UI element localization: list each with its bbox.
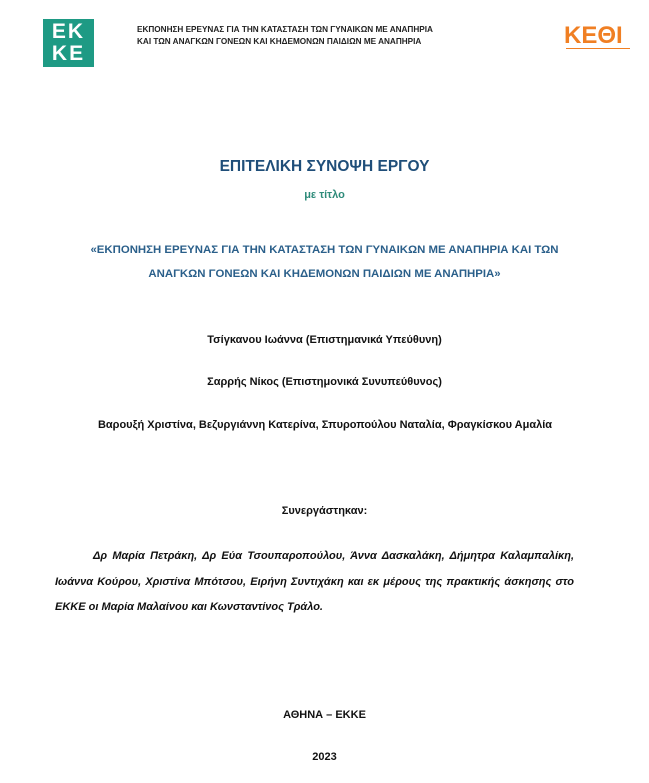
ekke-logo-line2: ΚΕ bbox=[51, 42, 86, 65]
research-team: Βαρουξή Χριστίνα, Βεζυργιάννη Κατερίνα, Σπυροπούλου Ναταλία, Φραγκίσκου Αμαλία bbox=[97, 419, 553, 431]
ekke-logo bbox=[43, 19, 94, 67]
publication-year: 2023 bbox=[312, 751, 337, 763]
header-title-line1: ΕΚΠΟΝΗΣΗ ΕΡΕΥΝΑΣ ΓΙΑ ΤΗΝ ΚΑΤΑΣΤΑΣΗ ΤΩΝ ΓΥΝΑΙΚΩΝ ΜΕ ΑΝΑΠΗΡΙΑ bbox=[137, 25, 433, 34]
collaborators-heading: Συνεργάστηκαν: bbox=[281, 505, 368, 517]
document-subtitle: με τίτλο bbox=[304, 189, 345, 201]
project-title bbox=[60, 238, 589, 286]
collaborators-paragraph: Δρ Μαρία Πετράκη, Δρ Εύα Τσουπαροπούλου, Άννα Δασκαλάκη, Δήμητρα Καλαμπαλίκη, Ιωάννα Κούρου, Χριστίνα Μπότσου, Ειρήνη Συντιχάκη και εκ μέρους της πρακτικής άσκησης στο ΕΚΚΕ οι Μαρία Μαλαίνου και Κωνσταντίνος Τράλο. bbox=[55, 550, 574, 613]
keoi-logo-text: ΚΕΘΙ bbox=[564, 22, 623, 49]
project-title-line2: ΑΝΑΓΚΩΝ ΓΟΝΕΩΝ ΚΑΙ ΚΗΔΕΜΟΝΩΝ ΠΑΙΔΙΩΝ ΜΕ ΑΝΑΠΗΡΙΑ» bbox=[148, 268, 501, 280]
document-title: ΕΠΙΤΕΛΙΚΗ ΣΥΝΟΨΗ ΕΡΓΟΥ bbox=[219, 158, 430, 175]
ekke-logo-line1: ΕΚ bbox=[51, 20, 86, 43]
header-title bbox=[137, 24, 487, 48]
project-title-line1: «ΕΚΠΟΝΗΣΗ ΕΡΕΥΝΑΣ ΓΙΑ ΤΗΝ ΚΑΤΑΣΤΑΣΗ ΤΩΝ ΓΥΝΑΙΚΩΝ ΜΕ ΑΝΑΠΗΡΙΑ ΚΑΙ ΤΩΝ bbox=[90, 244, 559, 256]
lead-researcher: Τσίγκανου Ιωάννα (Επιστημανικά Υπεύθυνη) bbox=[207, 334, 442, 346]
keoi-logo bbox=[564, 23, 632, 51]
keoi-logo-underline bbox=[566, 48, 630, 52]
publication-place: ΑΘΗΝΑ – ΕΚΚΕ bbox=[283, 709, 366, 721]
co-lead-researcher: Σαρρής Νίκος (Επιστημονικά Συνυπεύθυνος) bbox=[207, 376, 442, 388]
header-title-line2: ΚΑΙ ΤΩΝ ΑΝΑΓΚΩΝ ΓΟΝΕΩΝ ΚΑΙ ΚΗΔΕΜΟΝΩΝ ΠΑΙΔΙΩΝ ΜΕ ΑΝΑΠΗΡΙΑ bbox=[137, 37, 422, 46]
